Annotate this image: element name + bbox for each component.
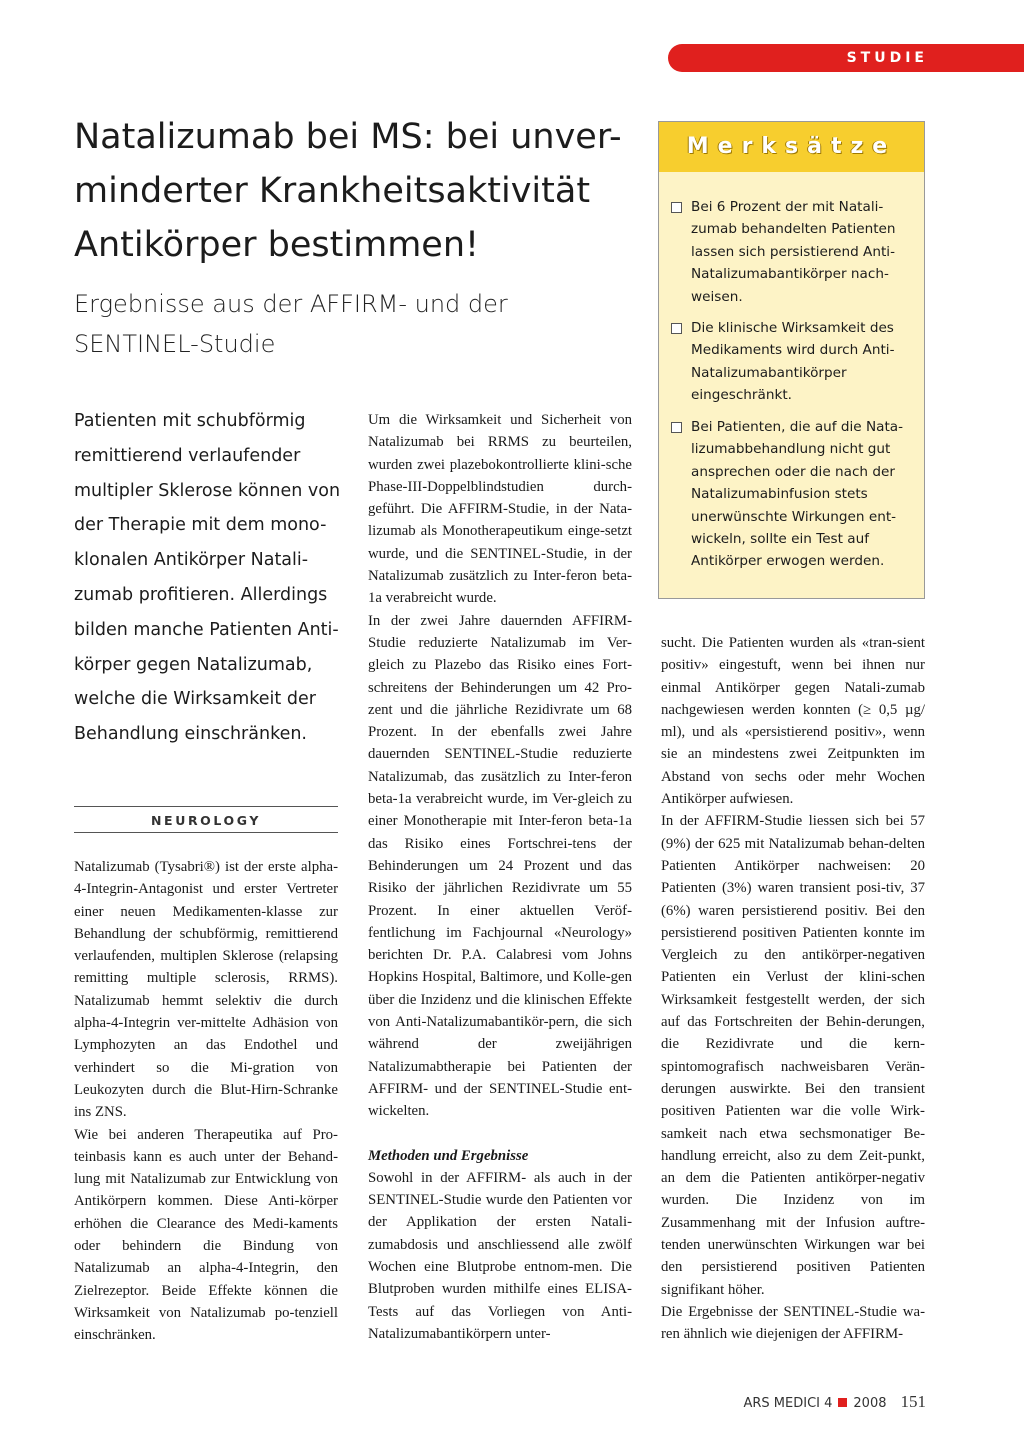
text-column-1 [74,856,338,1347]
section-tag: STUDIE [668,44,1024,72]
source-label: NEUROLOGY [151,813,261,828]
checkbox-bullet-icon [671,202,682,213]
checkbox-bullet-icon [671,323,682,334]
article-lead: Patienten mit schubförmig remittierend verlaufender multipler Sklerose können von der Therapie mit dem mono-klonalen Antikörper Natali-zumab profitieren. Allerdings bilden manche Patienten Anti-körper gegen Natalizumab, welche die Wirksamkeit der Behandlung einschränken. [74,411,341,745]
article-title: Natalizumab bei MS: bei unver-minderter Krankheitsaktivität Antikörper bestimmen! [74,117,622,265]
article-subtitle: Ergebnisse aus der AFFIRM- und der SENTINEL-Studie [74,290,508,358]
source-rule-bottom [74,832,338,833]
text-column-2 [368,409,632,1345]
merksatz-item: Die klinische Wirksamkeit des Medikaments wird durch Anti-Natalizumabantikörper eingeschränkt. [671,317,919,407]
merksaetze-title: Merksätze [659,122,924,172]
text-column-3 [661,632,925,1346]
checkbox-bullet-icon [671,422,682,433]
paragraph: Natalizumab (Tysabri®) ist der erste alpha-4-Integrin-Antagonist und erster Vertreter einer neuen Medikamenten-klasse zur Behandlung der schubförmig, remittierend verlaufenden, multiplen Sklerose (relapsing remitting multiple sclerosis, RRMS). Natalizumab hemmt selektiv die durch alpha-4-Integrin ver-mittelte Adhäsion von Lymphozyten an das Endothel und verhindert so die Mi-gration von Leukozyten durch die Blut-Hirn-Schranke ins ZNS. [74,859,338,1121]
source-rule-top [74,806,338,807]
merksatz-item: Bei Patienten, die auf die Nata-lizumabbehandlung nicht gut ansprechen oder die nach der Natalizumabinfusion stets unerwünschte Wirkungen ent-wickeln, sollte ein Test auf Antikörper erwogen werden. [671,416,919,573]
paragraph: Die Ergebnisse der SENTINEL-Studie wa-ren ähnlich wie diejenigen der AFFIRM- [661,1303,925,1343]
journal-year: 2008 [853,1396,887,1411]
paragraph: Wie bei anderen Therapeutika auf Pro-teinbasis kann es auch unter der Behand-lung mit Natalizumab zur Entwicklung von Antikörpern kommen. Diese Anti-körper erhöhen die Clearance des Medi-kaments oder behindern die Bindung von Natalizumab an alpha-4-Integrin, den Zielrezeptor. Beide Effekte können die Wirksamkeit von Natalizumab po-tenziell einschränken. [74,1126,338,1344]
page-number: 151 [900,1392,926,1411]
paragraph: In der AFFIRM-Studie liessen sich bei 57 (9%) der 625 mit Natalizumab behan-delten Patienten Antikörper nachweisen: 20 Patienten (3%) waren transient posi-tiv, 37 (6%) waren persistierend positiv. Bei den persistierend positiven Patienten konnte im Vergleich zu den antikörper-negativen Patienten ein Verlust der klini-schen Wirksamkeit festgestellt werden, der sich auf das Fortschreiten der Behin-derungen, die Rezidivrate und die kern-spintomografisch nachweisbaren Verän-derungen auswirkte. Bei den transient positiven Patienten war die volle Wirk-samkeit nach etwa sechsmonatiger Be-handlung erreicht, also zu dem Zeit-punkt, an dem die Patienten antikörper-negativ wurden. Die Inzidenz von im Zusammenhang mit der Infusion auftre-tenden unerwünschten Wirkungen war bei den persistierend positiven Patienten signifikant höher. [661,813,925,1298]
journal-name: ARS MEDICI 4 [743,1396,833,1411]
merksaetze-body [659,172,924,598]
red-square-icon [838,1398,847,1407]
paragraph: In der zwei Jahre dauernden AFFIRM-Studie reduzierte Natalizumab im Ver-gleich zu Plazebo das Risiko eines Fort-schreitens der Behinderungen um 42 Pro-zent und die jährliche Rezidivrate um 68 Prozent. In der ebenfalls zwei Jahre dauernden SENTINEL-Studie reduzierte Natalizumab, das zusätzlich zu Inter-feron beta-1a verabreicht wurde, im Ver-gleich zu einer Monotherapie mit Inter-feron beta-1a das Risiko eines Fortschrei-tens der Behinderungen um 24 Prozent und das Risiko der jährlichen Rezidivrate um 55 Prozent. In einer aktuellen Veröf-fentlichung im Fachjournal «Neurology» berichten Dr. P.A. Calabresi vom Johns Hopkins Hospital, Baltimore, und Kolle-gen über die Inzidenz und die klinischen Effekte von Anti-Natalizumabantikör-pern, die sich während der zweijährigen Natalizumabtherapie bei Patienten der AFFIRM- und der SENTINEL-Studie ent-wickelten. [368,612,632,1120]
merksatz-item: Bei 6 Prozent der mit Natali-zumab behandelten Patienten lassen sich persistierend Anti-Natalizumabantikörper nach-weisen. [671,196,919,308]
merksaetze-box [658,121,925,599]
page-footer [690,1392,926,1414]
section-subheading: Methoden und Ergebnisse [368,1147,529,1164]
paragraph: sucht. Die Patienten wurden als «tran-sient positiv» eingestuft, wenn bei ihnen nur einmal Antikörper gegen Natali-zumab nachgewiesen werden konnten (≥ 0,5 µg/ ml), und als «persistierend positiv», wenn sie an mindestens zwei Zeitpunkten im Abstand von sechs oder mehr Wochen Antikörper aufwiesen. [661,635,925,808]
paragraph: Um die Wirksamkeit und Sicherheit von Natalizumab bei RRMS zu beurteilen, wurden zwei plazebokontrollierte klini-sche Phase-III-Doppelblindstudien durch-geführt. Die AFFIRM-Studie, in der Nata-lizumab als Monotherapeutikum einge-setzt wurde, und die SENTINEL-Studie, in der Natalizumab zusätzlich zu Inter-feron beta-1a verabreicht wurde. [368,412,632,607]
paragraph: Sowohl in der AFFIRM- als auch in der SENTINEL-Studie wurde den Patienten vor der Applikation der ersten Natali-zumabdosis und anschliessend alle zwölf Wochen eine Blutprobe entnom-men. Die Blutproben wurden mithilfe eines ELISA-Tests auf das Vorliegen von Anti-Natalizumabantikörpern unter- [368,1169,632,1342]
